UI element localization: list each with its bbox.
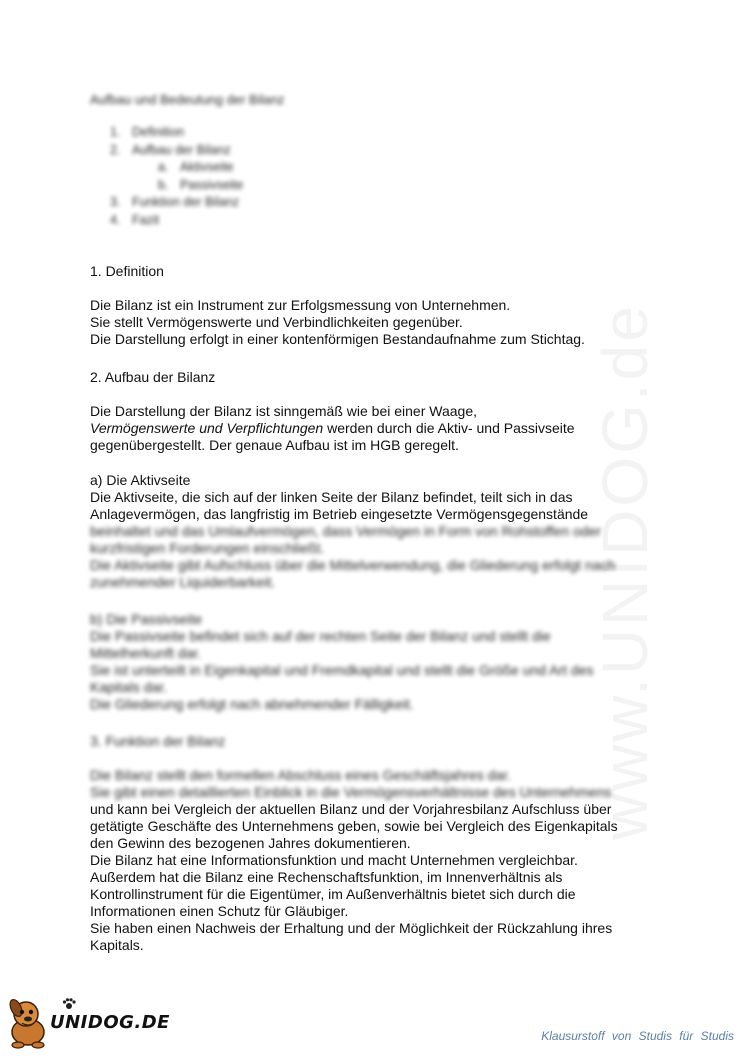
paragraph-line: Die Passivseite befindet sich auf der rechten Seite der Bilanz und stellt die [90, 628, 551, 644]
paragraph-line: Sie ist unterteilt in Eigenkapital und Fremdkapital und stellt die Größe und Art des [90, 662, 594, 678]
section-definition [90, 263, 585, 348]
paragraph-line: den Gewinn des bezogenen Jahres dokumentieren. [90, 835, 411, 851]
paragraph-line: Die Aktivseite gibt Aufschluss über die Mittelverwendung, die Gliederung erfolgt nach [90, 557, 616, 573]
section-funktion [90, 733, 618, 954]
paw-print-icon [62, 998, 76, 1010]
toc-item: 4. Fazit [110, 212, 160, 227]
toc-item: 1. Definition [110, 125, 185, 139]
dog-mascot-icon [2, 992, 54, 1050]
toc-subitem: a. Aktivseite [158, 160, 234, 174]
section-aktivseite [90, 472, 615, 591]
paragraph-line: Vermögenswerte und Verpflichtungen werden durch die Aktiv- und Passivseite [90, 420, 575, 436]
italic-phrase: Vermögenswerte und Verpflichtungen [90, 420, 324, 436]
paragraph-line: kurzfristigen Forderungen einschließt. [90, 540, 325, 556]
paragraph-line: Außerdem hat die Bilanz eine Rechenschaftsfunktion, im Innenverhältnis als [90, 869, 563, 885]
paragraph-line: gegenübergestellt. Der genaue Aufbau ist im HGB geregelt. [90, 437, 459, 453]
table-of-contents [110, 124, 243, 229]
section-heading: b) Die Passivseite [90, 611, 203, 627]
paragraph-line: Sie haben einen Nachweis der Erhaltung und der Möglichkeit der Rückzahlung ihres [90, 920, 613, 936]
toc-subitem: b. Passivseite [158, 177, 244, 192]
paragraph-line: und kann bei Vergleich der aktuellen Bilanz und der Vorjahresbilanz Aufschluss über [90, 801, 612, 817]
section-heading: a) Die Aktivseite [90, 472, 191, 488]
paragraph-line: Kapitals. [90, 937, 144, 953]
logo-text: UNIDOG.DE [50, 1012, 170, 1033]
paragraph-line: Sie gibt einen detaillierten Einblick in die Vermögensverhältnisse des Unternehmens [90, 784, 612, 800]
toc-item: 2. Aufbau der Bilanz [110, 142, 231, 157]
blurred-paragraph [90, 733, 618, 801]
paragraph-line: beinhaltet und das Umlaufvermögen, dass Vermögen in Form von Rohstoffen oder [90, 523, 602, 539]
paragraph-line: Die Gliederung erfolgt nach abnehmender Fälligkeit. [90, 696, 414, 712]
paragraph-line: Die Bilanz hat eine Informationsfunktion und macht Unternehmen vergleichbar. [90, 852, 578, 868]
paragraph-line: zunehmender Liquiderbarkeit. [90, 574, 276, 590]
paragraph-line: Mittelherkunft dar. [90, 645, 202, 661]
document-title: Aufbau und Bedeutung der Bilanz [90, 92, 285, 107]
paragraph-line: Kapitals dar. [90, 679, 168, 695]
paragraph-line: Kontrollinstrument für die Eigentümer, im Außenverhältnis bietet sich durch die [90, 886, 576, 902]
paragraph-line: Die Bilanz stellt den formellen Abschluss eines Geschäftsjahres dar. [90, 767, 511, 783]
paragraph-line: Sie stellt Vermögenswerte und Verbindlichkeiten gegenüber. [90, 314, 463, 330]
footer-slogan: Klausurstoff von Studis für Studis [541, 1029, 734, 1043]
paragraph-line: Informationen einen Schutz für Gläubiger. [90, 903, 349, 919]
watermark-text: www.UNIDOG.de [589, 303, 661, 840]
paragraph-line: Die Bilanz ist ein Instrument zur Erfolgsmessung von Unternehmen. [90, 297, 511, 313]
unidog-logo[interactable] [2, 992, 172, 1050]
section-aufbau [90, 369, 575, 454]
paragraph-line: Die Aktivseite, die sich auf der linken Seite der Bilanz befindet, teilt sich in das [90, 489, 573, 505]
blurred-paragraph [90, 523, 615, 591]
toc-item: 3. Funktion der Bilanz [110, 195, 240, 209]
paragraph-line: Anlagevermögen, das langfristig im Betrieb eingesetzte Vermögensgegenstände [90, 506, 589, 522]
section-passivseite [90, 611, 594, 713]
paragraph-line: Die Darstellung der Bilanz ist sinngemäß wie bei einer Waage, [90, 403, 477, 419]
section-heading: 2. Aufbau der Bilanz [90, 369, 216, 385]
paragraph-line: getätigte Geschäfte des Unternehmens geben, sowie bei Vergleich des Eigenkapitals [90, 818, 618, 834]
section-heading: 3. Funktion der Bilanz [90, 733, 226, 749]
paragraph-line: Die Darstellung erfolgt in einer kontenförmigen Bestandaufnahme zum Stichtag. [90, 331, 585, 347]
section-heading: 1. Definition [90, 263, 164, 279]
